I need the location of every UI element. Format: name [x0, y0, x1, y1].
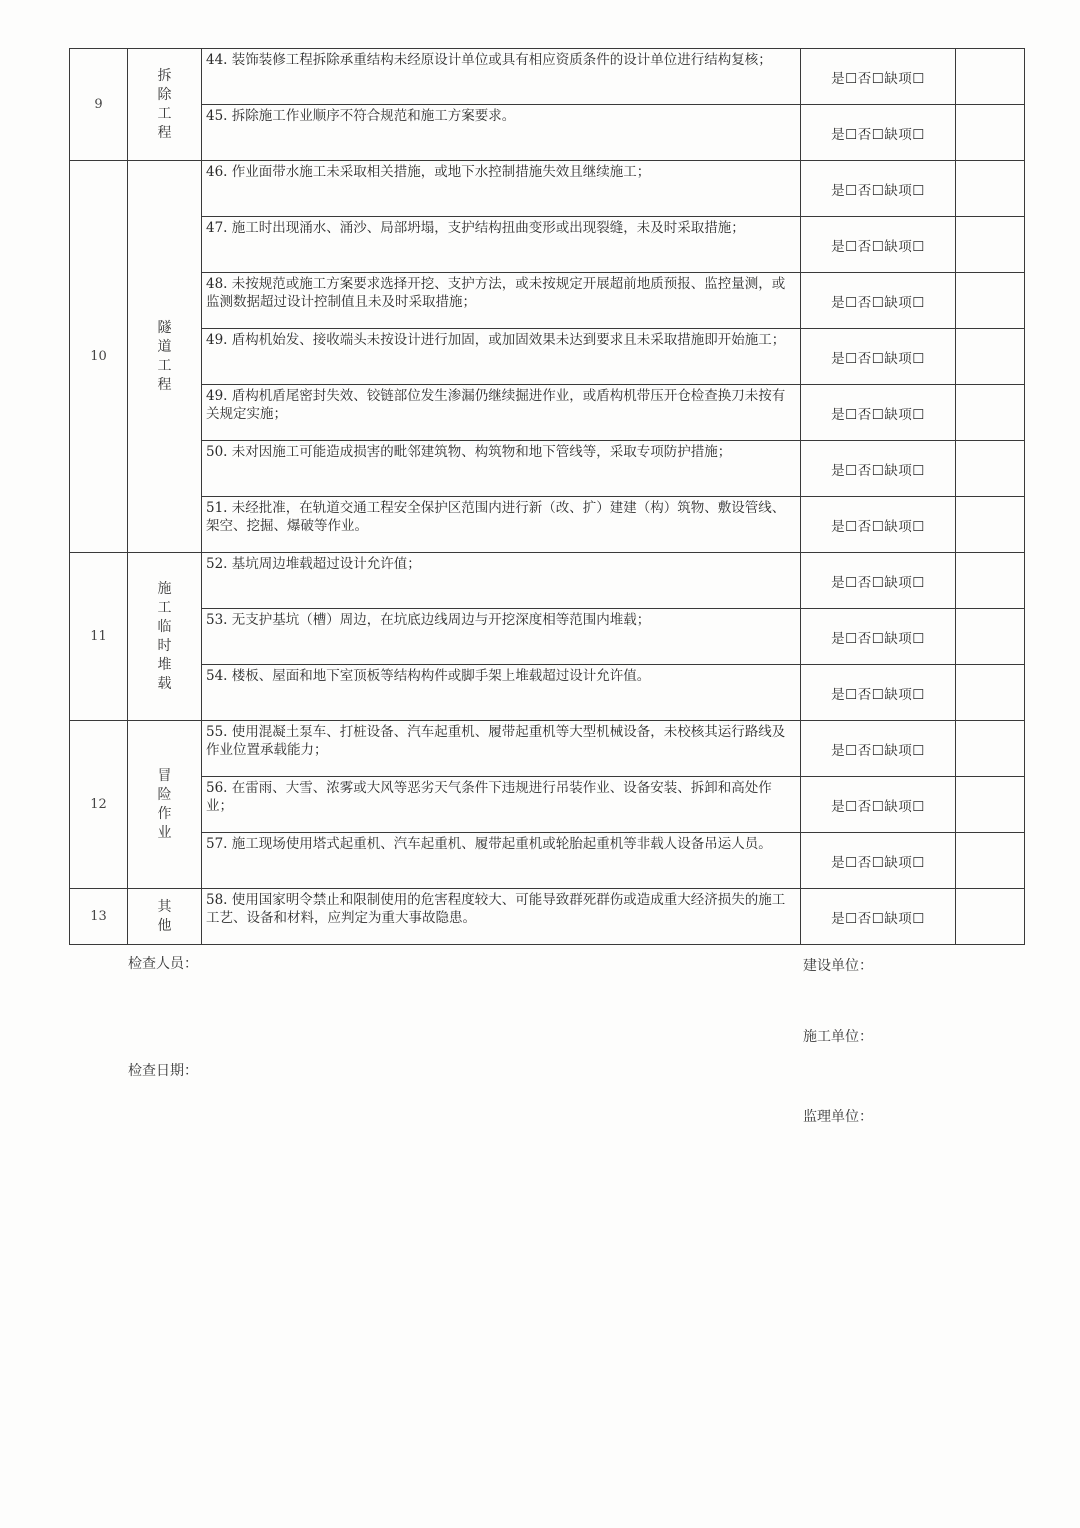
- remarks-cell[interactable]: [956, 497, 1025, 553]
- table-row: [70, 553, 1025, 609]
- table-row: [70, 833, 1025, 889]
- hazard-item: 47. 施工时出现涌水、涌沙、局部坍塌，支护结构扭曲变形或出现裂缝，未及时采取措施；: [202, 217, 801, 273]
- hazard-item: 49. 盾构机始发、接收端头未按设计进行加固，或加固效果未达到要求且未采取措施即开始施工；: [202, 329, 801, 385]
- remarks-cell[interactable]: [956, 49, 1025, 105]
- construction-owner-label: 建设单位：: [803, 958, 873, 974]
- hazard-item: 57. 施工现场使用塔式起重机、汽车起重机、履带起重机或轮胎起重机等非载人设备吊运人员。: [202, 833, 801, 889]
- hazard-item: 56. 在雷雨、大雪、浓雾或大风等恶劣天气条件下违规进行吊装作业、设备安装、拆卸和高处作业；: [202, 777, 801, 833]
- table-row: [70, 721, 1025, 777]
- remarks-cell[interactable]: [956, 553, 1025, 609]
- table-row: [70, 497, 1025, 553]
- hazard-item: 58. 使用国家明令禁止和限制使用的危害程度较大、可能导致群死群伤或造成重大经济损失的施工工艺、设备和材料，应判定为重大事故隐患。: [202, 889, 801, 945]
- yes-no-missing-checkboxes[interactable]: 是☐否☐缺项☐: [801, 385, 956, 441]
- group-number: 10: [70, 161, 128, 553]
- remarks-cell[interactable]: [956, 273, 1025, 329]
- table-row: [70, 105, 1025, 161]
- table-row: [70, 609, 1025, 665]
- inspector-label: 检查人员：: [128, 956, 198, 972]
- table-row: [70, 441, 1025, 497]
- hazard-item: 46. 作业面带水施工未采取相关措施，或地下水控制措施失效且继续施工；: [202, 161, 801, 217]
- group-number: 9: [70, 49, 128, 161]
- group-category: 施工临时堆载: [157, 580, 172, 692]
- remarks-cell[interactable]: [956, 441, 1025, 497]
- table-row: [70, 329, 1025, 385]
- hazard-item: 49. 盾构机盾尾密封失效、铰链部位发生渗漏仍继续掘进作业，或盾构机带压开仓检查换刀未按有关规定实施；: [202, 385, 801, 441]
- yes-no-missing-checkboxes[interactable]: 是☐否☐缺项☐: [801, 161, 956, 217]
- inspection-date-label: 检查日期：: [128, 1063, 198, 1079]
- table-row: [70, 665, 1025, 721]
- remarks-cell[interactable]: [956, 833, 1025, 889]
- table-row: [70, 889, 1025, 945]
- remarks-cell[interactable]: [956, 329, 1025, 385]
- table-row: [70, 161, 1025, 217]
- group-category-cell: [128, 721, 202, 889]
- yes-no-missing-checkboxes[interactable]: 是☐否☐缺项☐: [801, 721, 956, 777]
- group-number: 13: [70, 889, 128, 945]
- yes-no-missing-checkboxes[interactable]: 是☐否☐缺项☐: [801, 889, 956, 945]
- yes-no-missing-checkboxes[interactable]: 是☐否☐缺项☐: [801, 777, 956, 833]
- table-row: [70, 49, 1025, 105]
- yes-no-missing-checkboxes[interactable]: 是☐否☐缺项☐: [801, 609, 956, 665]
- remarks-cell[interactable]: [956, 609, 1025, 665]
- table-row: [70, 217, 1025, 273]
- yes-no-missing-checkboxes[interactable]: 是☐否☐缺项☐: [801, 497, 956, 553]
- yes-no-missing-checkboxes[interactable]: 是☐否☐缺项☐: [801, 49, 956, 105]
- group-category-cell: [128, 49, 202, 161]
- yes-no-missing-checkboxes[interactable]: 是☐否☐缺项☐: [801, 665, 956, 721]
- hazard-item: 48. 未按规范或施工方案要求选择开挖、支护方法，或未按规定开展超前地质预报、监控量测，或监测数据超过设计控制值且未及时采取措施；: [202, 273, 801, 329]
- remarks-cell[interactable]: [956, 721, 1025, 777]
- supervisor-label: 监理单位：: [803, 1109, 873, 1125]
- yes-no-missing-checkboxes[interactable]: 是☐否☐缺项☐: [801, 553, 956, 609]
- remarks-cell[interactable]: [956, 385, 1025, 441]
- table-row: [70, 273, 1025, 329]
- group-number: 11: [70, 553, 128, 721]
- group-category: 其他: [157, 898, 172, 934]
- yes-no-missing-checkboxes[interactable]: 是☐否☐缺项☐: [801, 217, 956, 273]
- hazard-item: 54. 楼板、屋面和地下室顶板等结构构件或脚手架上堆载超过设计允许值。: [202, 665, 801, 721]
- group-category: 隧道工程: [157, 319, 172, 393]
- remarks-cell[interactable]: [956, 161, 1025, 217]
- remarks-cell[interactable]: [956, 217, 1025, 273]
- group-category-cell: [128, 161, 202, 553]
- table-row: [70, 385, 1025, 441]
- group-category: 拆除工程: [157, 67, 172, 141]
- hazard-item: 52. 基坑周边堆载超过设计允许值；: [202, 553, 801, 609]
- hazard-item: 44. 装饰装修工程拆除承重结构未经原设计单位或具有相应资质条件的设计单位进行结构复核；: [202, 49, 801, 105]
- hazard-item: 50. 未对因施工可能造成损害的毗邻建筑物、构筑物和地下管线等，采取专项防护措施；: [202, 441, 801, 497]
- group-number: 12: [70, 721, 128, 889]
- yes-no-missing-checkboxes[interactable]: 是☐否☐缺项☐: [801, 441, 956, 497]
- hazard-checklist-table: [69, 48, 1025, 945]
- hazard-item: 51. 未经批准，在轨道交通工程安全保护区范围内进行新（改、扩）建建（构）筑物、敷设管线、架空、挖掘、爆破等作业。: [202, 497, 801, 553]
- yes-no-missing-checkboxes[interactable]: 是☐否☐缺项☐: [801, 329, 956, 385]
- remarks-cell[interactable]: [956, 889, 1025, 945]
- group-category: 冒险作业: [157, 767, 172, 841]
- yes-no-missing-checkboxes[interactable]: 是☐否☐缺项☐: [801, 273, 956, 329]
- yes-no-missing-checkboxes[interactable]: 是☐否☐缺项☐: [801, 833, 956, 889]
- hazard-item: 55. 使用混凝土泵车、打桩设备、汽车起重机、履带起重机等大型机械设备，未校核其运行路线及作业位置承载能力；: [202, 721, 801, 777]
- remarks-cell[interactable]: [956, 105, 1025, 161]
- group-category-cell: [128, 553, 202, 721]
- table-row: [70, 777, 1025, 833]
- group-category-cell: [128, 889, 202, 945]
- contractor-label: 施工单位：: [803, 1029, 873, 1045]
- remarks-cell[interactable]: [956, 777, 1025, 833]
- hazard-item: 45. 拆除施工作业顺序不符合规范和施工方案要求。: [202, 105, 801, 161]
- remarks-cell[interactable]: [956, 665, 1025, 721]
- yes-no-missing-checkboxes[interactable]: 是☐否☐缺项☐: [801, 105, 956, 161]
- hazard-item: 53. 无支护基坑（槽）周边，在坑底边线周边与开挖深度相等范围内堆载；: [202, 609, 801, 665]
